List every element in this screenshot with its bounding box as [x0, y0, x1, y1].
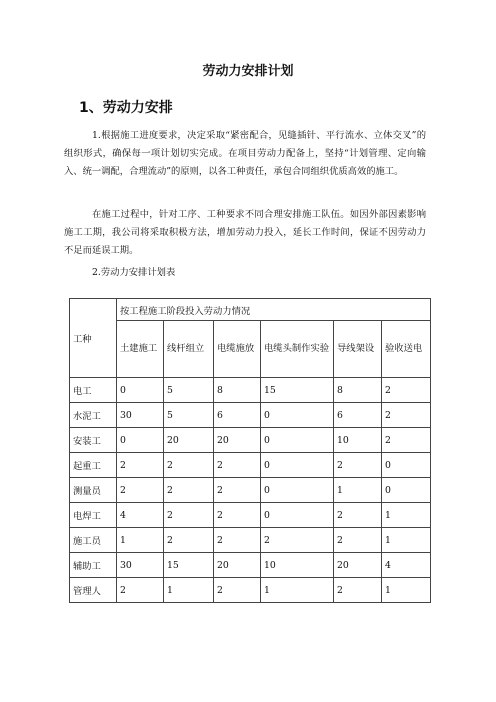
table-cell: 0: [117, 428, 164, 453]
table-cell: 30: [117, 553, 164, 578]
row-trade-name: 电工: [70, 378, 117, 403]
header-stage: 土建施工: [117, 321, 164, 378]
table-cell: 8: [334, 378, 382, 403]
table-cell: 20: [214, 428, 261, 453]
table-cell: 2: [117, 478, 164, 503]
row-trade-name: 施工员: [70, 528, 117, 553]
table-cell: 20: [164, 428, 214, 453]
table-cell: 2: [382, 378, 431, 403]
header-stage: 导线架设: [334, 321, 382, 378]
table-row: [70, 403, 431, 428]
labor-plan-table: [69, 298, 431, 603]
table-cell: 5: [164, 378, 214, 403]
table-cell: 2: [164, 503, 214, 528]
table-cell: 1: [334, 478, 382, 503]
table-cell: 2: [334, 578, 382, 603]
paragraph-principles: 1.根据施工进度要求，决定采取“紧密配合，见缝插针、平行流水、立体交叉”的组织形式，确保每一项计划切实完成。在项目劳动力配备上，坚持“计划管理、定向输入、统一调配，合理流动”的原则，以各工种责任，承包合同组织优质高效的施工。: [64, 130, 426, 177]
row-trade-name: 水泥工: [70, 403, 117, 428]
table-cell: 20: [334, 553, 382, 578]
row-trade-name: 测量员: [70, 478, 117, 503]
header-stage-group: 按工程施工阶段投入劳动力情况: [117, 299, 431, 321]
table-cell: 30: [117, 403, 164, 428]
table-cell: 1: [261, 578, 334, 603]
table-cell: 0: [261, 453, 334, 478]
table-row: [70, 378, 431, 403]
table-cell: 2: [117, 453, 164, 478]
table-cell: 2: [164, 453, 214, 478]
table-cell: 4: [382, 553, 431, 578]
table-cell: 0: [382, 478, 431, 503]
table-row: [70, 453, 431, 478]
header-stage: 验收送电: [382, 321, 431, 378]
table-cell: 20: [214, 553, 261, 578]
table-cell: 15: [164, 553, 214, 578]
section-heading: 1、劳动力安排: [79, 100, 173, 116]
table-cell: 4: [117, 503, 164, 528]
table-cell: 6: [334, 403, 382, 428]
table-cell: 2: [164, 478, 214, 503]
table-cell: 2: [214, 478, 261, 503]
table-row: [70, 478, 431, 503]
table-cell: 2: [334, 528, 382, 553]
header-stage: 电缆头制作实验: [261, 321, 334, 378]
table-cell: 1: [382, 528, 431, 553]
table-cell: 2: [261, 528, 334, 553]
table-cell: 2: [214, 578, 261, 603]
table-cell: 2: [214, 453, 261, 478]
table-cell: 0: [261, 503, 334, 528]
table-cell: 2: [117, 578, 164, 603]
row-trade-name: 辅助工: [70, 553, 117, 578]
table-row: [70, 578, 431, 603]
table-cell: 1: [117, 528, 164, 553]
paragraph-table-caption: 2.劳动力安排计划表: [92, 267, 176, 278]
row-trade-name: 管理人: [70, 578, 117, 603]
table-row: [70, 428, 431, 453]
table-cell: 10: [261, 553, 334, 578]
table-cell: 2: [164, 528, 214, 553]
table-cell: 2: [334, 503, 382, 528]
table-cell: 5: [164, 403, 214, 428]
row-trade-name: 安装工: [70, 428, 117, 453]
table-row: [70, 503, 431, 528]
header-trade: 工种: [70, 299, 117, 378]
table-cell: 2: [214, 503, 261, 528]
table-cell: 2: [382, 428, 431, 453]
table-row: [70, 553, 431, 578]
table-cell: 0: [382, 453, 431, 478]
table-cell: 0: [261, 403, 334, 428]
header-stage: 线杆组立: [164, 321, 214, 378]
table-cell: 2: [382, 403, 431, 428]
table-cell: 1: [382, 503, 431, 528]
table-cell: 10: [334, 428, 382, 453]
table-cell: 1: [382, 578, 431, 603]
header-stage: 电缆施放: [214, 321, 261, 378]
table-cell: 0: [261, 478, 334, 503]
table-cell: 15: [261, 378, 334, 403]
row-trade-name: 电焊工: [70, 503, 117, 528]
table-cell: 6: [214, 403, 261, 428]
row-trade-name: 起重工: [70, 453, 117, 478]
table-cell: 1: [164, 578, 214, 603]
table-cell: 2: [214, 528, 261, 553]
document-title: 劳动力安排计划: [202, 64, 294, 79]
table-cell: 8: [214, 378, 261, 403]
table-row: [70, 528, 431, 553]
table-cell: 2: [334, 453, 382, 478]
table-cell: 0: [117, 378, 164, 403]
table-cell: 0: [261, 428, 334, 453]
paragraph-process: 在施工过程中，针对工序、工种要求不同合理安排施工队伍。如因外部因素影响施工工期，我公司将采取积极方法，增加劳动力投入，延长工作时间，保证不因劳动力不足而延误工期。: [64, 209, 426, 256]
